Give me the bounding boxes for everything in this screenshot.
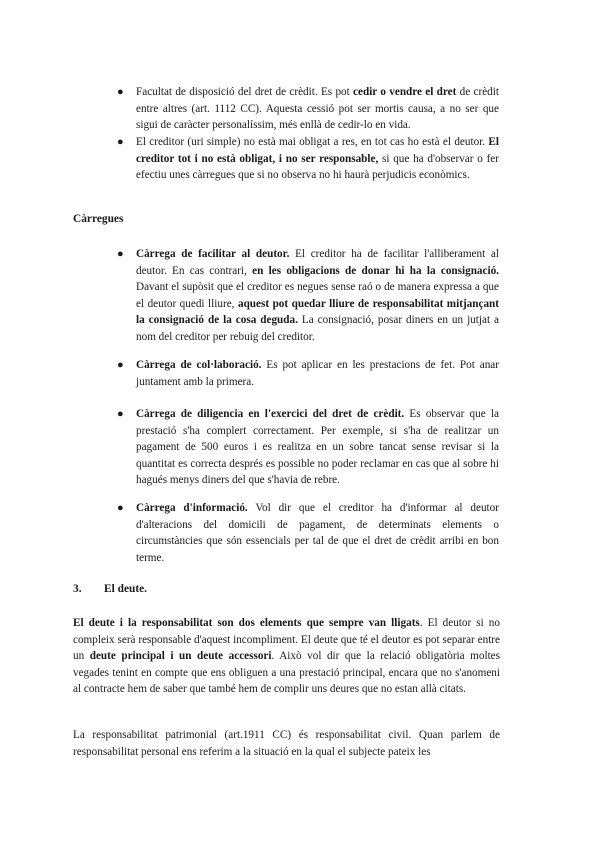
bullet-dot: ● xyxy=(117,86,124,98)
bullet-text: Càrrega de facilitar al deutor. El creditor ha de facilitar l'alliberament al deutor. En cas contrari, en les obligacions de donar hi ha la consignació. Davant el supòsit que el creditor es negues sense raó o de manera expressa a que el deutor quedi lliure, aquest pot quedar lliure de responsabilitat mitjançant la consignació de la cosa deguda. La consignació, posar diners en un jutjat a nom del creditor per rebuig del creditor. xyxy=(136,248,500,343)
bullet-creditor xyxy=(117,134,500,184)
section-number: 3. xyxy=(73,583,82,595)
bullet-carrega-facilitar xyxy=(117,246,500,345)
paragraph-deute: El deute i la responsabilitat son dos elements que sempre van lligats. El deutor si no compleix serà responsable d'aquest incompliment. El deute que té el deutor es pot separar entre un deute principal i un deute accessori. Això vol dir que la relació obligatòria moltes vegades tenint en compte que ens obliguen a una prestació principal, encara que no s'anomeni al contracte hem de saber que també hem de complir uns deures que no estan allà citats. xyxy=(73,617,500,695)
bullet-text: Càrrega d'informació. Vol dir que el creditor ha d'informar al deutor d'alteracions del domicili de pagament, de determinats elements o circumstàncies que són essencials per tal de que el dret de crèdit arribi en bon terme. xyxy=(136,502,499,564)
bullet-dot: ● xyxy=(117,248,124,260)
bullet-dot: ● xyxy=(117,136,124,148)
bullet-dot: ● xyxy=(117,408,124,420)
section-title: El deute. xyxy=(104,583,148,595)
carregues-heading: Càrregues xyxy=(73,213,124,225)
bullet-disposicio xyxy=(117,84,499,134)
bullet-dot: ● xyxy=(117,359,124,371)
bullet-text: Càrrega de col·laboració. Es pot aplicar en les prestacions de fet. Pot anar juntament amb la primera. xyxy=(136,359,500,388)
bullet-carrega-informacio xyxy=(117,500,499,566)
paragraph-responsabilitat: La responsabilitat patrimonial (art.1911 CC) és responsabilitat civil. Quan parlem de responsabilitat personal ens referim a la situació en la qual el subjecte pateix les xyxy=(73,729,500,758)
bullet-text: Facultat de disposició del dret de crèdit. Es pot cedir o vendre el dret de crèdit entre altres (art. 1112 CC). Aquesta cessió pot ser mortis causa, a no ser que sigui de caràcter personalíssim, més enllà de cedir-lo en vida. xyxy=(136,86,499,131)
bullet-text: Càrrega de diligencia en l'exercici del dret de crèdit. Es observar que la prestació s'ha complert correctament. Per exemple, si s'ha de realitzar un pagament de 500 euros i es realitza en un sobre tancat sense revisar si la quantitat es correcta després es possible no poder reclamar en cas que al sobre hi hagués menys diners del que s'havia de rebre. xyxy=(136,408,499,486)
bullet-text: El creditor (uri simple) no està mai obligat a res, en tot cas ho està el deutor. El creditor tot i no està obligat, i no ser responsable, si que ha d'observar o fer efectiu unes càrregues que si no observa no hi haurà perjudicis econòmics. xyxy=(136,136,500,181)
bullet-dot: ● xyxy=(117,502,124,514)
bullet-carrega-collaboracio xyxy=(117,357,500,390)
bullet-carrega-diligencia xyxy=(117,406,499,489)
